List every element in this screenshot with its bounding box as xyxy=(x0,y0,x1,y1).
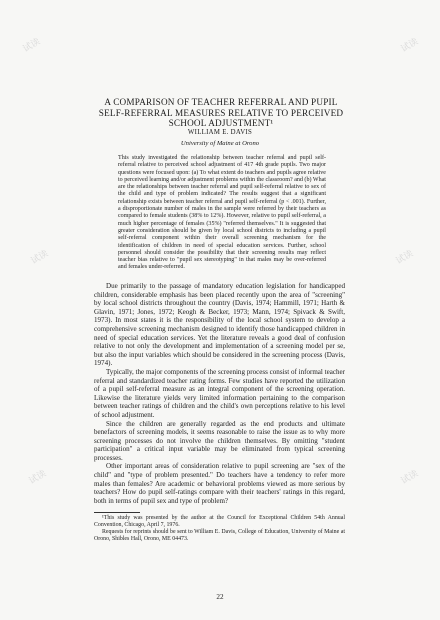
page-number: 22 xyxy=(216,593,224,601)
watermark: 试读 xyxy=(27,468,49,487)
article-title: A COMPARISON OF TEACHER REFERRAL AND PUPIL SELF-REFERRAL MEASURES RELATIVE TO PERCEIVED SCHOOL ADJUSTMENT¹ xyxy=(98,97,344,128)
body-paragraph: Due primarily to the passage of mandatory education legislation for handicapped children, considerable emphasis has been placed recently upon the area of "screening" by local school districts throughout the country (Davis, 1974; Hammill, 1971; Harth & Glavin, 1971; Jones, 1972; Keogh & Becker, 1973; Mann, 1974; Spivack & Swift, 1973). In most states it is the responsibility of the local school system to develop a comprehensive screening mechanism designed to identify those handicapped children in need of special education services. Yet the literature reveals a good deal of confusion relative to not only the development and implementation of a screening model per se, but also the input variables which should be considered in the screening process (Davis, 1974). xyxy=(94,282,345,368)
body-paragraph: Since the children are generally regarded as the end products and ultimate benefactors of screening models, it seems reasonable to raise the issue as to why more screening processes do not involve the children themselves. By omitting "student participation" a critical input variable may be eliminated from typical screening processes. xyxy=(94,419,345,462)
footnotes xyxy=(94,515,345,543)
footnote-rule xyxy=(94,512,140,513)
watermark: 试读 xyxy=(29,248,51,267)
abstract: This study investigated the relationship between teacher referral and pupil self-referral relative to perceived school adjustment of 417 4th grade pupils. Two major questions were focused upon: (a) To what extent do teachers and pupils agree relative to perceived learning and/or adjustment problems within the classroom? and (b) What are the relationships between teacher referral and pupil self-referral relative to sex of the child and type of problem indicated? The results suggest that a significant relationship exists between teacher referral and pupil self-referral (p < .001). Further, a disproportionate number of males in the sample were referred by their teachers as compared to female students (38% to 12%). However, relative to pupil self-referral, a much higher percentage of females (35%) "referred themselves." It is suggested that greater consideration should be given by local school districts to including a pupil self-referral component within their overall screening mechanism for the identification of children in need of special education services. Further, school personnel should consider the possibility that their screening results may reflect teacher bias relative to "pupil sex stereotyping" in that males may be over-referred and females under-referred. xyxy=(118,155,326,271)
watermark: 试读 xyxy=(399,36,421,55)
author-name: WILLIAM E. DAVIS xyxy=(187,129,253,136)
footnote: Requests for reprints should be sent to William E. Davis, College of Education, University of Maine at Orono, Shibles Hall, Orono, ME 04473. xyxy=(94,529,345,542)
watermark: 试读 xyxy=(394,248,416,267)
watermark: 试读 xyxy=(399,468,421,487)
author-affiliation: University of Maine at Orono xyxy=(180,140,260,147)
body-paragraph: Other important areas of consideration relative to pupil screening are "sex of the child" and "type of problem presented." Do teachers have a tendency to refer more males than females? Are academic or behavioral problems viewed as more serious by teachers? How do pupil self-ratings compare with their teachers' ratings in this regard, both in terms of pupil sex and type of problem? xyxy=(94,462,345,505)
body-paragraph: Typically, the major components of the screening process consist of informal teacher referral and standardized teacher rating forms. Few studies have reported the utilization of a pupil self-referral measure as an integral component of the screening operation. Likewise the literature yields very limited information pertaining to the comparison between teacher ratings of children and the child's own perceptions relative to his level of school adjustment. xyxy=(94,367,345,419)
watermark: 试读 xyxy=(21,36,43,55)
footnote: ¹This study was presented by the author at the Council for Exceptional Children 54th Annual Convention, Chicago, April 7, 1976. xyxy=(94,515,345,528)
article-body xyxy=(94,282,345,505)
